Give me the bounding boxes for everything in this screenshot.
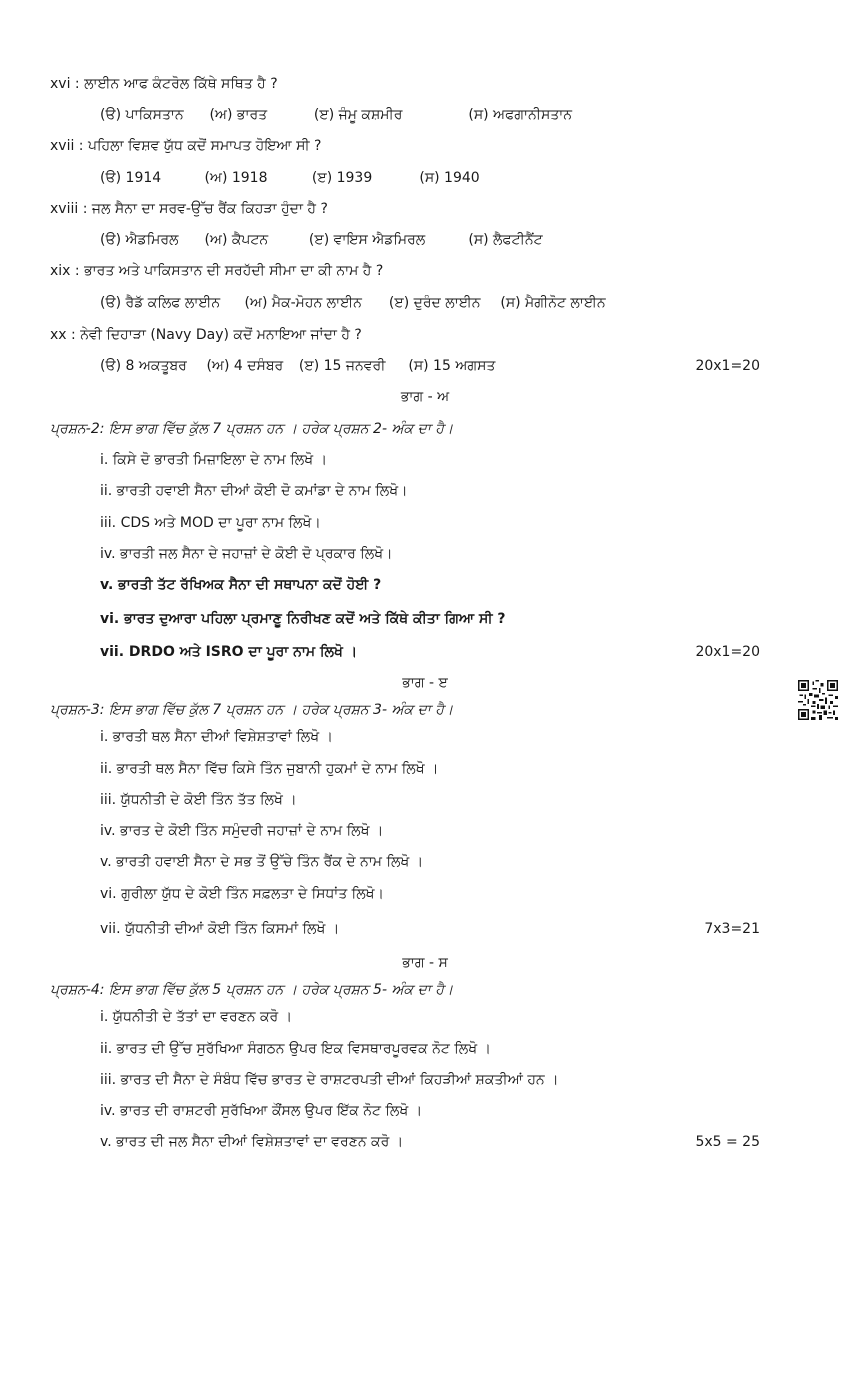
question-item: iv. ਭਾਰਤ ਦੇ ਕੋਈ ਤਿੰਨ ਸਮੁੰਦਰੀ ਜਹਾਜ਼ਾਂ ਦੇ ਨਾਮ ਲਿਖੋ । <box>100 823 384 839</box>
option: (ਸ) 15 ਅਗਸਤ <box>408 358 496 374</box>
question-item: iii. ਭਾਰਤ ਦੀ ਸੈਨਾ ਦੇ ਸੰਬੰਧ ਵਿੱਚ ਭਾਰਤ ਦੇ ਰਾਸ਼ਟਰਪਤੀ ਦੀਆਂ ਕਿਹੜੀਆਂ ਸ਼ਕਤੀਆਂ ਹਨ । <box>100 1072 559 1088</box>
question-xvi: xvi : ਲਾਈਨ ਆਫ ਕੰਟਰੋਲ ਕਿੱਥੇ ਸਥਿਤ ਹੈ ? <box>50 76 278 92</box>
section-instruction-d: ਪ੍ਰਸ਼ਨ-4: ਇਸ ਭਾਗ ਵਿੱਚ ਕੁੱਲ 5 ਪ੍ਰਸ਼ਨ ਹਨ । ਹਰੇਕ ਪ੍ਰਸ਼ਨ 5- ਅੰਕ ਦਾ ਹੈ। <box>50 982 454 998</box>
option: (ੲ) ਦੁਰੰਦ ਲਾਈਨ <box>388 295 481 311</box>
question-item: vii. ਯੁੱਧਨੀਤੀ ਦੀਆਂ ਕੋਈ ਤਿੰਨ ਕਿਸਮਾਂ ਲਿਖੋ । <box>100 921 340 937</box>
question-item: i. ਭਾਰਤੀ ਥਲ ਸੈਨਾ ਦੀਆਂ ਵਿਸ਼ੇਸ਼ਤਾਵਾਂ ਲਿਖੋ । <box>100 729 333 745</box>
question-item: iv. ਭਾਰਤ ਦੀ ਰਾਸ਼ਟਰੀ ਸੁਰੱਖਿਆ ਕੌਂਸਲ ਉਪਰ ਇੱਕ ਨੋਟ ਲਿਖੋ । <box>100 1103 423 1119</box>
option: (ੳ) 1914 <box>100 170 162 186</box>
marks-part-d: 5x5 = 25 <box>695 1134 760 1150</box>
option: (ਅ) 1918 <box>204 170 268 186</box>
question-xvii: xvii : ਪਹਿਲਾ ਵਿਸ਼ਵ ਯੁੱਧ ਕਦੋਂ ਸਮਾਪਤ ਹੋਇਆ ਸੀ ? <box>50 138 322 154</box>
option: (ੲ) ਜੰਮੂ ਕਸ਼ਮੀਰ <box>313 107 403 123</box>
section-heading-d: ਭਾਗ - ਸ <box>402 955 448 971</box>
question-item: i. ਕਿਸੇ ਦੋ ਭਾਰਤੀ ਮਿਜ਼ਾਇਲਾ ਦੇ ਨਾਮ ਲਿਖੋ । <box>100 452 328 468</box>
section-instruction-b: ਪ੍ਰਸ਼ਨ-2: ਇਸ ਭਾਗ ਵਿੱਚ ਕੁੱਲ 7 ਪ੍ਰਸ਼ਨ ਹਨ । ਹਰੇਕ ਪ੍ਰਸ਼ਨ 2- ਅੰਕ ਦਾ ਹੈ। <box>50 421 454 437</box>
option: (ਅ) ਮੈਕ-ਮੋਹਨ ਲਾਈਨ <box>244 295 362 311</box>
question-item: v. ਭਾਰਤ ਦੀ ਜਲ ਸੈਨਾ ਦੀਆਂ ਵਿਸ਼ੇਸ਼ਤਾਵਾਂ ਦਾ ਵਰਣਨ ਕਰੋ । <box>100 1134 404 1150</box>
option: (ਸ) ਅਫਗਾਨੀਸਤਾਨ <box>468 107 572 123</box>
question-item: vi. ਗੁਰੀਲਾ ਯੁੱਧ ਦੇ ਕੋਈ ਤਿੰਨ ਸਫ਼ਲਤਾ ਦੇ ਸਿਧਾਂਤ ਲਿਖੋ। <box>100 886 384 902</box>
option: (ਸ) ਮੈਗੀਨੋਟ ਲਾਈਨ <box>500 295 606 311</box>
options-xvii <box>100 169 480 187</box>
question-item: iii. CDS ਅਤੇ MOD ਦਾ ਪੂਰਾ ਨਾਮ ਲਿਖੋ। <box>100 515 321 531</box>
question-item: vii. DRDO ਅਤੇ ISRO ਦਾ ਪੂਰਾ ਨਾਮ ਲਿਖੋ । <box>100 644 358 660</box>
option: (ਅ) ਕੈਪਟਨ <box>204 232 269 248</box>
options-xvi <box>100 106 572 124</box>
question-item: iv. ਭਾਰਤੀ ਜਲ ਸੈਨਾ ਦੇ ਜਹਾਜ਼ਾਂ ਦੇ ਕੋਈ ਦੋ ਪ੍ਰਕਾਰ ਲਿਖੋ। <box>100 546 393 562</box>
marks-part-b: 20x1=20 <box>695 644 760 660</box>
options-xviii <box>100 231 543 249</box>
question-xix: xix : ਭਾਰਤ ਅਤੇ ਪਾਕਿਸਤਾਨ ਦੀ ਸਰਹੱਦੀ ਸੀਮਾ ਦਾ ਕੀ ਨਾਮ ਹੈ ? <box>50 263 384 279</box>
option: (ਸ) ਲੈਫਟੀਨੈਂਟ <box>468 232 543 248</box>
option: (ੲ) 15 ਜਨਵਰੀ <box>298 358 386 374</box>
question-item: ii. ਭਾਰਤ ਦੀ ਉੱਚ ਸੁਰੱਖਿਆ ਸੰਗਠਨ ਉਪਰ ਇਕ ਵਿਸਥਾਰਪੂਰਵਕ ਨੋਟ ਲਿਖੋ । <box>100 1041 491 1057</box>
marks-part-c: 7x3=21 <box>704 921 760 937</box>
option: (ੳ) ਐਡਮਿਰਲ <box>100 232 179 248</box>
question-item: i. ਯੁੱਧਨੀਤੀ ਦੇ ਤੱਤਾਂ ਦਾ ਵਰਣਨ ਕਰੋ । <box>100 1009 293 1025</box>
marks-part-a: 20x1=20 <box>695 358 760 374</box>
question-xx: xx : ਨੇਵੀ ਦਿਹਾੜਾ (Navy Day) ਕਦੋਂ ਮਨਾਇਆ ਜਾਂਦਾ ਹੈ ? <box>50 327 362 343</box>
option: (ੲ) ਵਾਇਸ ਐਡਮਿਰਲ <box>308 232 426 248</box>
options-xx <box>100 357 495 375</box>
option: (ੳ) ਰੈਡੱ ਕਲਿਫ ਲਾਈਨ <box>100 295 221 311</box>
section-heading-b: ਭਾਗ - ਅ <box>400 389 450 405</box>
option: (ਸ) 1940 <box>419 170 480 186</box>
option: (ਅ) ਭਾਰਤ <box>209 107 268 123</box>
question-item: ii. ਭਾਰਤੀ ਥਲ ਸੈਨਾ ਵਿੱਚ ਕਿਸੇ ਤਿੰਨ ਜੁਬਾਨੀ ਹੁਕਮਾਂ ਦੇ ਨਾਮ ਲਿਖੋ । <box>100 761 439 777</box>
question-item: ii. ਭਾਰਤੀ ਹਵਾਈ ਸੈਨਾ ਦੀਆਂ ਕੋਈ ਦੋ ਕਮਾਂਡਾ ਦੇ ਨਾਮ ਲਿਖੋ। <box>100 483 408 499</box>
option: (ੲ) 1939 <box>311 170 373 186</box>
question-item: v. ਭਾਰਤੀ ਤੱਟ ਰੱਖਿਅਕ ਸੈਨਾ ਦੀ ਸਥਾਪਨਾ ਕਦੋਂ ਹੋਈ ? <box>100 577 382 593</box>
qr-code-icon <box>798 680 838 720</box>
question-xviii: xviii : ਜਲ ਸੈਨਾ ਦਾ ਸਰਵ-ਉੱਚ ਰੈਂਕ ਕਿਹੜਾ ਹੁੰਦਾ ਹੈ ? <box>50 201 328 217</box>
option: (ੳ) ਪਾਕਿਸਤਾਨ <box>100 107 184 123</box>
option: (ੳ) 8 ਅਕਤੂਬਰ <box>100 358 187 374</box>
question-item: iii. ਯੁੱਧਨੀਤੀ ਦੇ ਕੋਈ ਤਿੰਨ ਤੱਤ ਲਿਖੋ । <box>100 792 297 808</box>
options-xix <box>100 294 606 312</box>
question-item: vi. ਭਾਰਤ ਦੁਆਰਾ ਪਹਿਲਾ ਪ੍ਰਮਾਣੂ ਨਿਰੀਖਣ ਕਦੋਂ ਅਤੇ ਕਿੱਥੇ ਕੀਤਾ ਗਿਆ ਸੀ ? <box>100 611 506 627</box>
section-heading-c: ਭਾਗ - ੲ <box>402 675 448 691</box>
option: (ਅ) 4 ਦਸੰਬਰ <box>206 358 284 374</box>
question-item: v. ਭਾਰਤੀ ਹਵਾਈ ਸੈਨਾ ਦੇ ਸਭ ਤੋਂ ਉੱਚੇ ਤਿੰਨ ਰੈਂਕ ਦੇ ਨਾਮ ਲਿਖੋ । <box>100 854 424 870</box>
section-instruction-c: ਪ੍ਰਸ਼ਨ-3: ਇਸ ਭਾਗ ਵਿੱਚ ਕੁੱਲ 7 ਪ੍ਰਸ਼ਨ ਹਨ । ਹਰੇਕ ਪ੍ਰਸ਼ਨ 3- ਅੰਕ ਦਾ ਹੈ। <box>50 702 454 718</box>
